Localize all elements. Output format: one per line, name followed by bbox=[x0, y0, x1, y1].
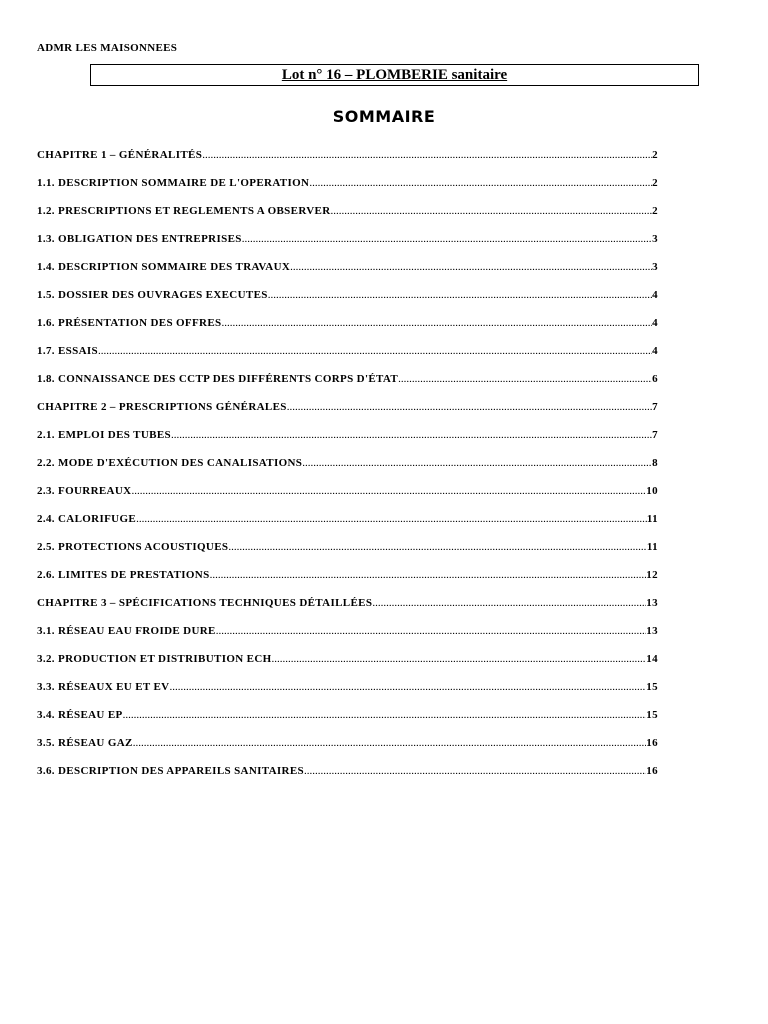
toc-entry[interactable] bbox=[37, 261, 658, 289]
toc-entry-page-number: 2 bbox=[652, 205, 658, 217]
toc-entry[interactable] bbox=[37, 569, 658, 597]
toc-entry-page-number: 7 bbox=[652, 401, 658, 413]
toc-entry-page-number: 15 bbox=[646, 681, 658, 693]
toc-entry-page-number: 8 bbox=[652, 457, 658, 469]
toc-entry[interactable] bbox=[37, 597, 658, 625]
toc-entry[interactable] bbox=[37, 737, 658, 765]
toc-entry-label: 3.4. RÉSEAU EP bbox=[37, 709, 123, 721]
toc-dot-leader bbox=[268, 289, 652, 301]
toc-entry-label: 1.3. OBLIGATION DES ENTREPRISES bbox=[37, 233, 242, 245]
toc-entry[interactable] bbox=[37, 345, 658, 373]
organization-name: ADMR LES MAISONNEES bbox=[37, 42, 178, 54]
toc-dot-leader bbox=[131, 485, 646, 497]
toc-entry-page-number: 11 bbox=[646, 541, 658, 553]
table-of-contents bbox=[37, 149, 658, 793]
toc-entry[interactable] bbox=[37, 233, 658, 261]
toc-dot-leader bbox=[222, 317, 653, 329]
toc-dot-leader bbox=[242, 233, 652, 245]
toc-entry[interactable] bbox=[37, 681, 658, 709]
toc-entry-label: 3.3. RÉSEAUX EU ET EV bbox=[37, 681, 170, 693]
toc-entry[interactable] bbox=[37, 429, 658, 457]
toc-entry-label: 1.7. ESSAIS bbox=[37, 345, 99, 357]
toc-entry[interactable] bbox=[37, 513, 658, 541]
toc-entry-label: 3.5. RÉSEAU GAZ bbox=[37, 737, 133, 749]
toc-entry-label: 3.2. PRODUCTION ET DISTRIBUTION ECH bbox=[37, 653, 272, 665]
toc-entry[interactable] bbox=[37, 177, 658, 205]
toc-entry[interactable] bbox=[37, 457, 658, 485]
toc-entry-label: 3.6. DESCRIPTION DES APPAREILS SANITAIRES bbox=[37, 765, 305, 777]
toc-entry[interactable] bbox=[37, 149, 658, 177]
toc-dot-leader bbox=[290, 261, 652, 273]
toc-entry[interactable] bbox=[37, 205, 658, 233]
toc-entry-label: CHAPITRE 1 – GÉNÉRALITÉS bbox=[37, 149, 203, 161]
toc-entry-page-number: 13 bbox=[646, 625, 658, 637]
toc-entry-page-number: 11 bbox=[646, 513, 658, 525]
toc-entry-label: 1.1. DESCRIPTION SOMMAIRE DE L'OPERATION bbox=[37, 177, 310, 189]
toc-entry[interactable] bbox=[37, 373, 658, 401]
toc-dot-leader bbox=[302, 457, 652, 469]
toc-title: SOMMAIRE bbox=[332, 107, 436, 126]
toc-entry-page-number: 16 bbox=[646, 765, 658, 777]
toc-dot-leader bbox=[398, 373, 652, 385]
toc-entry[interactable] bbox=[37, 289, 658, 317]
toc-entry[interactable] bbox=[37, 709, 658, 737]
toc-entry-page-number: 3 bbox=[652, 233, 658, 245]
toc-entry-page-number: 3 bbox=[652, 261, 658, 273]
toc-entry-label: 2.1. EMPLOI DES TUBES bbox=[37, 429, 171, 441]
toc-entry-page-number: 2 bbox=[652, 177, 658, 189]
toc-dot-leader bbox=[133, 737, 647, 749]
toc-entry-label: CHAPITRE 2 – PRESCRIPTIONS GÉNÉRALES bbox=[37, 401, 287, 413]
toc-entry-label: 2.6. LIMITES DE PRESTATIONS bbox=[37, 569, 210, 581]
toc-entry-page-number: 7 bbox=[652, 429, 658, 441]
toc-entry-label: 1.6. PRÉSENTATION DES OFFRES bbox=[37, 317, 222, 329]
toc-entry-page-number: 4 bbox=[652, 345, 658, 357]
toc-entry-label: 2.3. FOURREAUX bbox=[37, 485, 132, 497]
toc-entry-label: 2.4. CALORIFUGE bbox=[37, 513, 137, 525]
toc-dot-leader bbox=[171, 429, 652, 441]
toc-entry[interactable] bbox=[37, 317, 658, 345]
toc-dot-leader bbox=[136, 513, 647, 525]
toc-entry-label: 2.5. PROTECTIONS ACOUSTIQUES bbox=[37, 541, 229, 553]
toc-dot-leader bbox=[98, 345, 652, 357]
toc-entry-label: CHAPITRE 3 – SPÉCIFICATIONS TECHNIQUES DÉTAILLÉES bbox=[37, 597, 373, 609]
toc-dot-leader bbox=[169, 681, 646, 693]
toc-dot-leader bbox=[304, 765, 646, 777]
toc-dot-leader bbox=[309, 177, 652, 189]
toc-entry-page-number: 13 bbox=[646, 597, 658, 609]
toc-entry-page-number: 10 bbox=[646, 485, 658, 497]
toc-dot-leader bbox=[216, 625, 647, 637]
toc-entry-page-number: 14 bbox=[646, 653, 658, 665]
toc-entry-label: 2.2. MODE D'EXÉCUTION DES CANALISATIONS bbox=[37, 457, 303, 469]
toc-dot-leader bbox=[272, 653, 647, 665]
toc-entry-page-number: 15 bbox=[646, 709, 658, 721]
toc-entry-page-number: 4 bbox=[652, 317, 658, 329]
toc-entry[interactable] bbox=[37, 401, 658, 429]
toc-entry[interactable] bbox=[37, 625, 658, 653]
toc-entry[interactable] bbox=[37, 765, 658, 793]
lot-title: Lot n° 16 – PLOMBERIE sanitaire bbox=[281, 66, 508, 83]
toc-dot-leader bbox=[228, 541, 647, 553]
toc-entry-page-number: 16 bbox=[646, 737, 658, 749]
toc-entry[interactable] bbox=[37, 653, 658, 681]
toc-dot-leader bbox=[202, 149, 652, 161]
toc-entry-label: 1.4. DESCRIPTION SOMMAIRE DES TRAVAUX bbox=[37, 261, 291, 273]
toc-dot-leader bbox=[287, 401, 652, 413]
toc-entry-label: 1.2. PRESCRIPTIONS ET REGLEMENTS A OBSERVER bbox=[37, 205, 331, 217]
toc-entry-page-number: 12 bbox=[646, 569, 658, 581]
toc-entry-label: 3.1. RÉSEAU EAU FROIDE DURE bbox=[37, 625, 216, 637]
toc-entry-label: 1.8. CONNAISSANCE DES CCTP DES DIFFÉRENTS CORPS D'ÉTAT bbox=[37, 373, 399, 385]
toc-dot-leader bbox=[210, 569, 647, 581]
toc-entry-page-number: 2 bbox=[652, 149, 658, 161]
toc-entry-label: 1.5. DOSSIER DES OUVRAGES EXECUTES bbox=[37, 289, 268, 301]
toc-dot-leader bbox=[123, 709, 647, 721]
toc-dot-leader bbox=[331, 205, 653, 217]
toc-entry[interactable] bbox=[37, 485, 658, 513]
toc-entry[interactable] bbox=[37, 541, 658, 569]
toc-entry-page-number: 4 bbox=[652, 289, 658, 301]
toc-entry-page-number: 6 bbox=[652, 373, 658, 385]
lot-title-box bbox=[90, 64, 699, 86]
toc-dot-leader bbox=[372, 597, 646, 609]
